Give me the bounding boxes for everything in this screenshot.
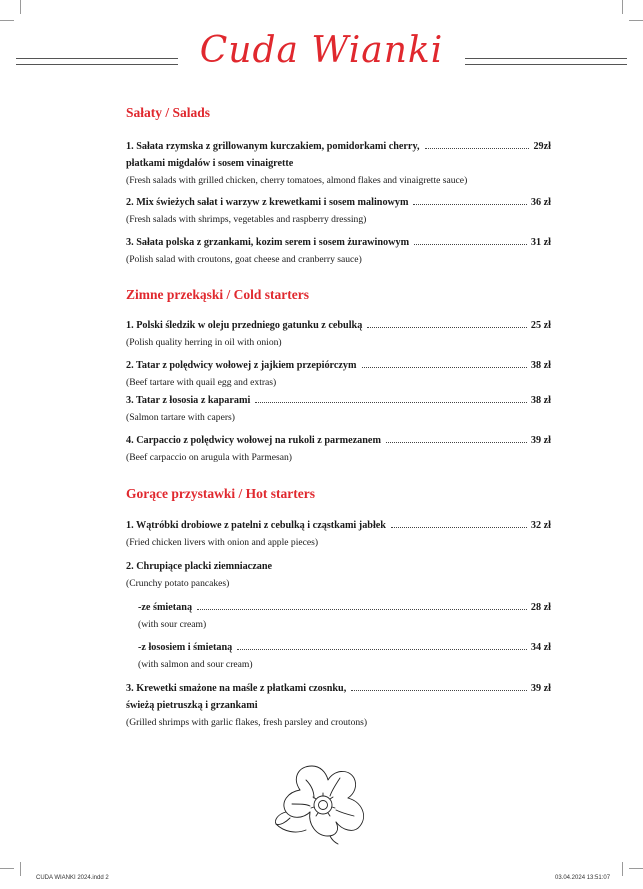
item-description: (Crunchy potato pancakes) [126, 578, 230, 589]
item-name-continued: świeżą pietruszką i grzankami [126, 700, 258, 711]
leader-dots [197, 609, 527, 610]
section-title: Sałaty / Salads [126, 105, 211, 120]
item-description: (Beef tartare with quail egg and extras) [126, 377, 277, 388]
item-name: 4. Carpaccio z polędwicy wołowej na rukoli z parmezanem [126, 435, 381, 446]
print-slug-file: CUDA WIANKI 2024.indd 2 [36, 875, 109, 881]
crop-mark [622, 862, 623, 876]
leader-dots [391, 527, 527, 528]
leader-dots [367, 327, 527, 328]
leader-dots [414, 244, 527, 245]
item-name-continued: płatkami migdałów i sosem vinaigrette [126, 158, 294, 169]
leader-dots [386, 442, 527, 443]
menu-item [126, 194, 551, 229]
item-price: 25 zł [530, 320, 551, 331]
menu-item-variant [138, 599, 551, 634]
leader-dots [351, 690, 527, 691]
item-name: 3. Tatar z łososia z kaparami [126, 395, 251, 406]
item-price: 34 zł [530, 642, 551, 653]
item-description: (Fried chicken livers with onion and apple pieces) [126, 537, 319, 548]
poppy-flower-icon [270, 760, 370, 846]
item-description: (Fresh salads with grilled chicken, cherry tomatoes, almond flakes and vinaigrette sauce) [126, 175, 468, 186]
crop-mark [629, 868, 643, 869]
item-description: (with sour cream) [138, 619, 207, 630]
crop-mark [20, 0, 21, 14]
item-name: 1. Wątróbki drobiowe z patelni z cebulką i cząstkami jabłek [126, 520, 386, 531]
crop-mark [629, 20, 643, 21]
item-name: 1. Polski śledzik w oleju przedniego gatunku z cebulką [126, 320, 363, 331]
item-name: 1. Sałata rzymska z grillowanym kurczakiem, pomidorkami cherry, [126, 141, 420, 152]
crop-mark [20, 862, 21, 876]
menu-item [126, 558, 551, 593]
brand-title: Cuda Wianki [199, 30, 444, 71]
menu-item [126, 357, 551, 392]
item-description: (Fresh salads with shrimps, vegetables and raspberry dressing) [126, 214, 367, 225]
item-description: (Grilled shrimps with garlic flakes, fresh parsley and croutons) [126, 717, 368, 728]
menu-item [126, 432, 551, 467]
item-price: 29zł [533, 141, 551, 152]
item-name: -ze śmietaną [138, 602, 193, 613]
menu-item [126, 517, 551, 552]
leader-dots [425, 148, 530, 149]
menu-item [126, 138, 551, 190]
menu-item-variant [138, 639, 551, 674]
item-description: (Beef carpaccio on arugula with Parmesan) [126, 452, 292, 463]
menu-item [126, 234, 551, 269]
crop-mark [0, 868, 14, 869]
item-price: 38 zł [530, 360, 551, 371]
item-description: (with salmon and sour cream) [138, 659, 253, 670]
leader-dots [237, 649, 527, 650]
item-name: 3. Sałata polska z grzankami, kozim serem i sosem żurawinowym [126, 237, 410, 248]
item-name: -z łososiem i śmietaną [138, 642, 233, 653]
crop-mark [622, 0, 623, 14]
item-price: 31 zł [530, 237, 551, 248]
menu-item [126, 392, 551, 427]
item-price: 38 zł [530, 395, 551, 406]
leader-dots [413, 204, 526, 205]
section-title: Gorące przystawki / Hot starters [126, 486, 315, 501]
item-price: 39 zł [530, 435, 551, 446]
menu-item [126, 680, 551, 732]
item-description: (Salmon tartare with capers) [126, 412, 235, 423]
section-title: Zimne przekąski / Cold starters [126, 287, 309, 302]
menu-item [126, 317, 551, 352]
item-name: 2. Chrupiące placki ziemniaczane [126, 561, 273, 572]
print-slug-date: 03.04.2024 13:51:07 [555, 875, 611, 881]
leader-dots [362, 367, 527, 368]
item-price: 39 zł [530, 683, 551, 694]
item-price: 28 zł [530, 602, 551, 613]
crop-mark [0, 20, 14, 21]
item-name: 2. Mix świeżych sałat i warzyw z krewetkami i sosem malinowym [126, 197, 409, 208]
item-description: (Polish quality herring in oil with onion) [126, 337, 282, 348]
leader-dots [255, 402, 527, 403]
item-description: (Polish salad with croutons, goat cheese and cranberry sauce) [126, 254, 362, 265]
item-name: 2. Tatar z polędwicy wołowej z jajkiem przepiórczym [126, 360, 357, 371]
item-name: 3. Krewetki smażone na maśle z płatkami czosnku, [126, 683, 347, 694]
item-price: 36 zł [530, 197, 551, 208]
item-price: 32 zł [530, 520, 551, 531]
